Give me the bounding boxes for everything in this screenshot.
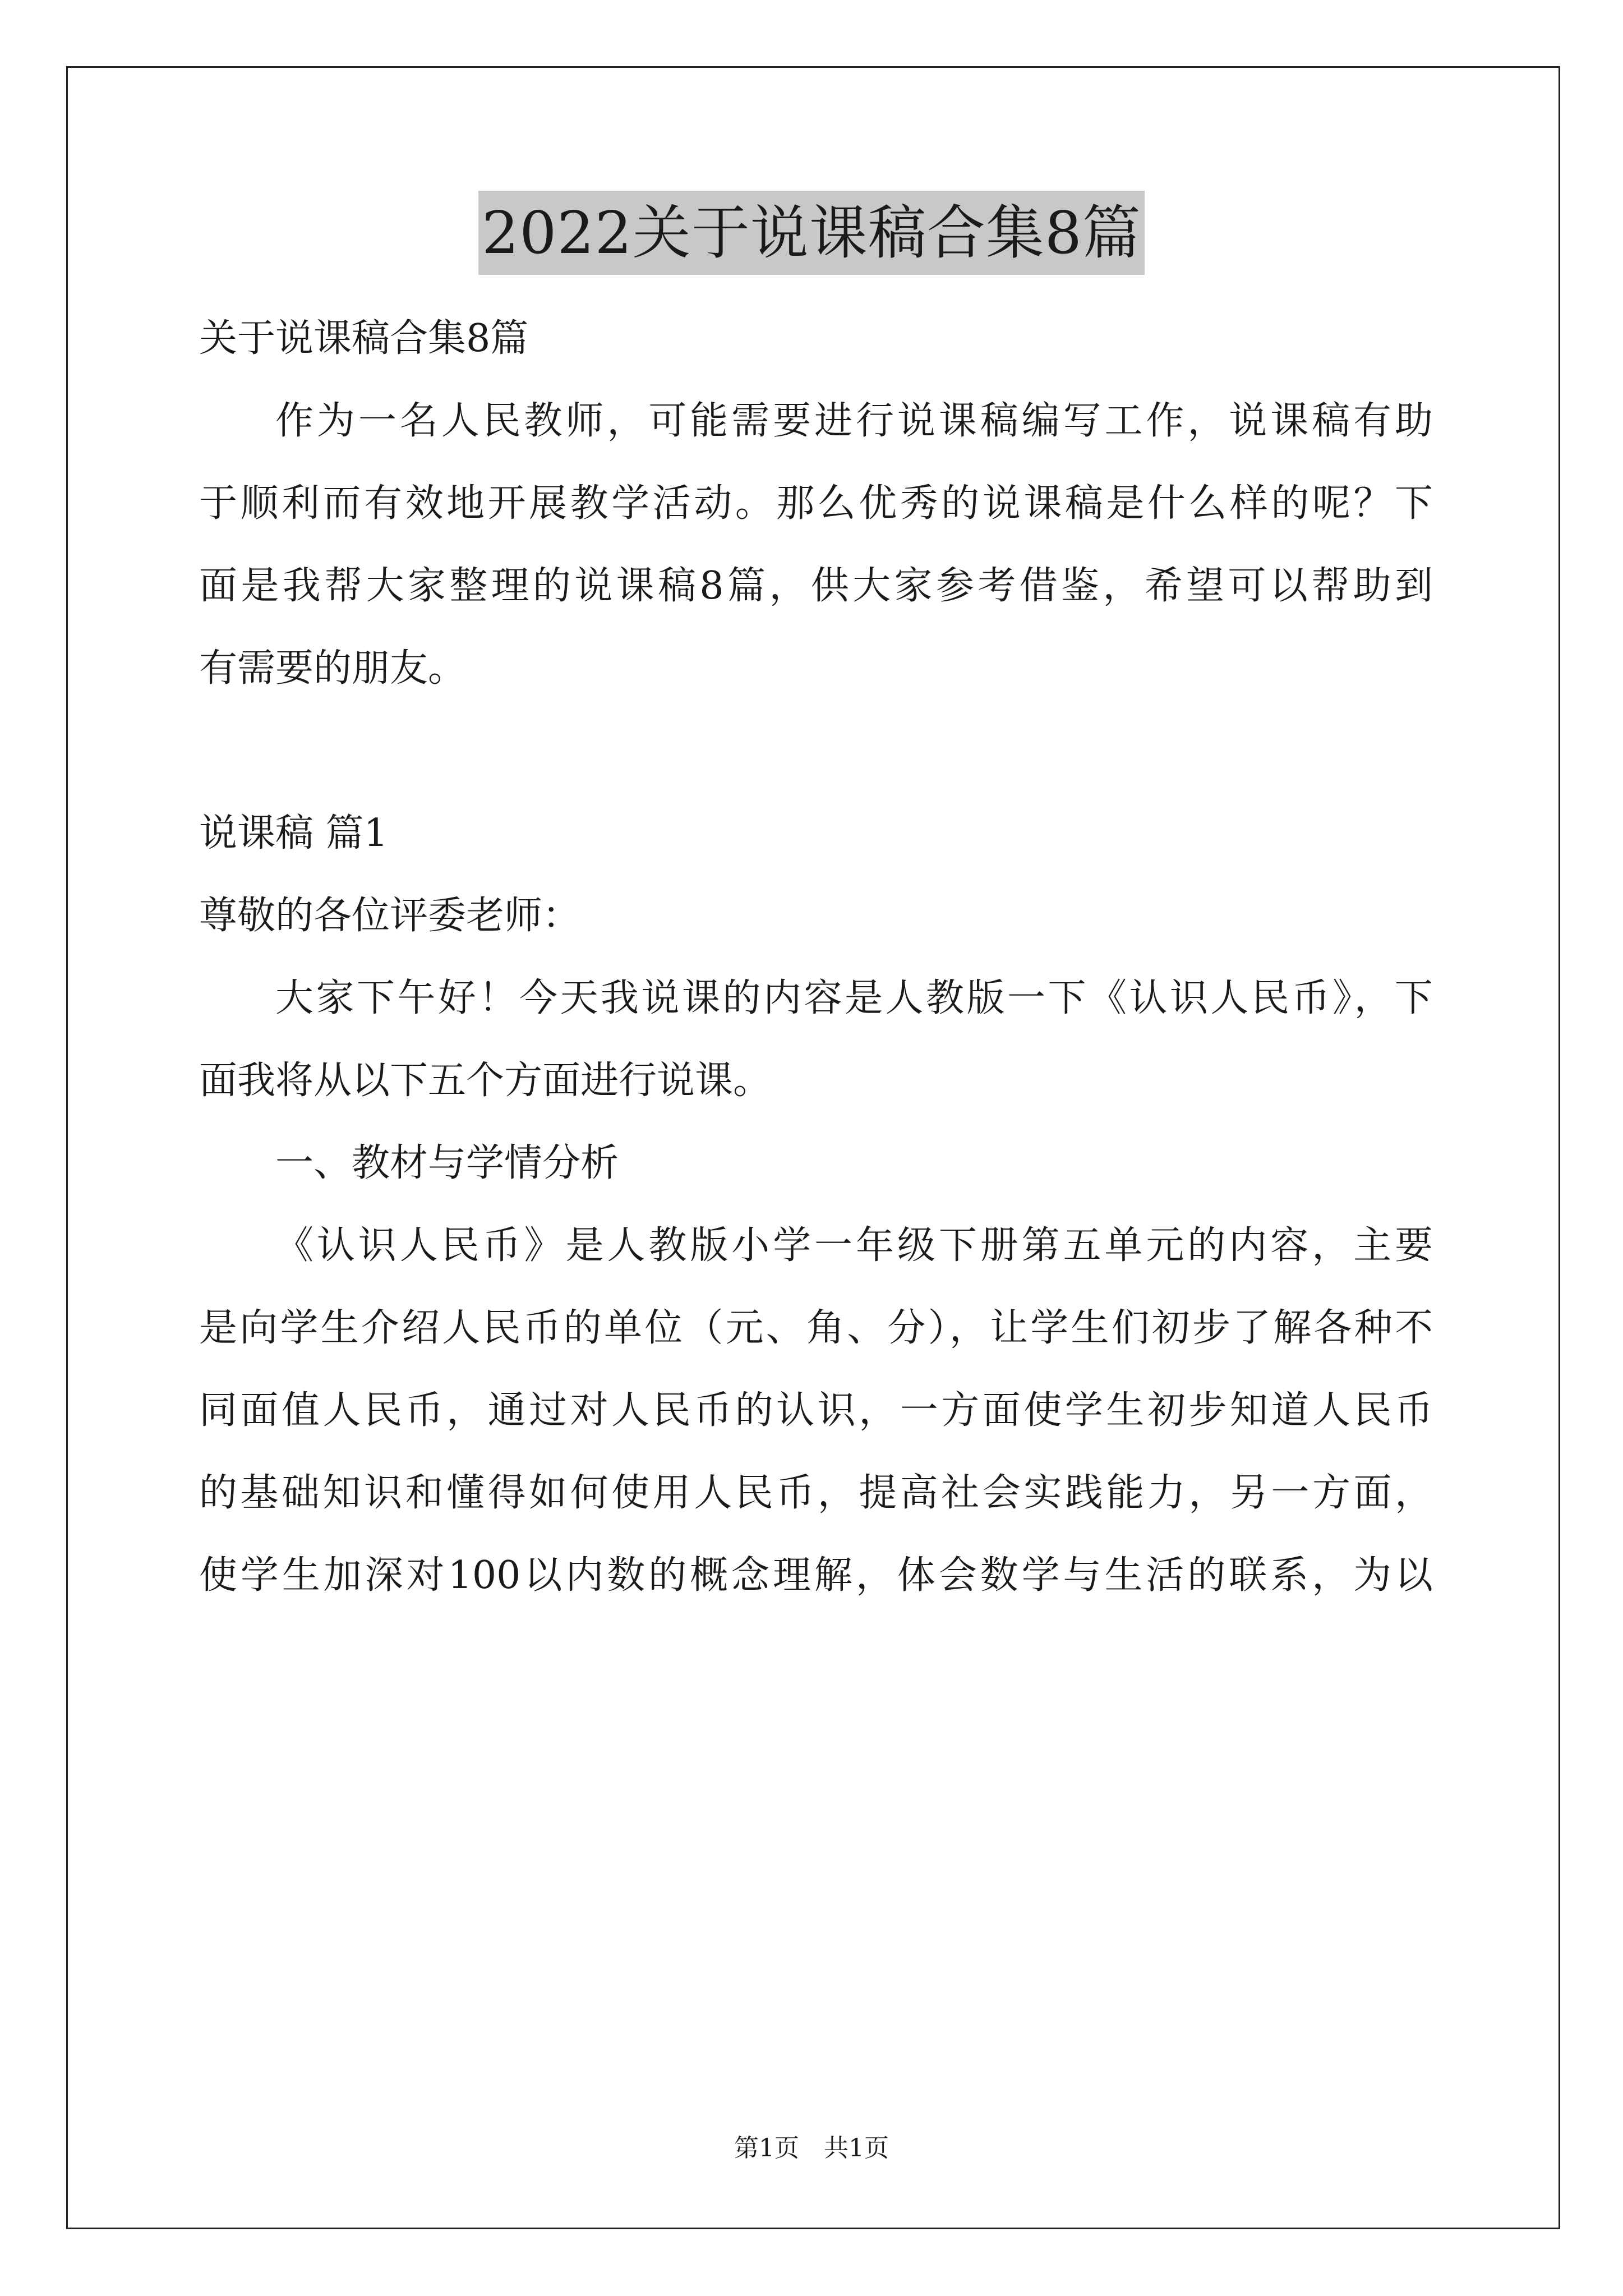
paragraph-line: 同面值人民币，通过对人民币的认识，一方面使学生初步知道人民币 [199,1388,1433,1433]
paragraph-line: 大家下午好！今天我说课的内容是人教版一下《认识人民币》，下 [275,976,1433,1020]
paragraph-line: 使学生加深对100以内数的概念理解，体会数学与生活的联系，为以 [199,1553,1433,1598]
paragraph-line: 《认识人民币》是人教版小学一年级下册第五单元的内容，主要 [275,1223,1433,1268]
title-wrap [0,191,1623,275]
section-heading: 说课稿 篇1 [199,811,388,855]
paragraph-line: 面我将从以下五个方面进行说课。 [199,1059,772,1103]
intro-line: 于顺利而有效地开展教学活动。那么优秀的说课稿是什么样的呢？下 [199,481,1433,526]
page-footer: 第1页 共1页 [734,2134,889,2162]
intro-line: 有需要的朋友。 [199,646,467,691]
paragraph-gap [199,710,1433,792]
part-heading: 一、教材与学情分析 [275,1141,619,1185]
paragraph-line: 的基础知识和懂得如何使用人民币，提高社会实践能力，另一方面， [199,1471,1433,1515]
greeting: 尊敬的各位评委老师： [199,894,581,938]
document-body [199,297,1433,1617]
subtitle: 关于说课稿合集8篇 [199,316,529,361]
paragraph-line: 是向学生介绍人民币的单位（元、角、分），让学生们初步了解各种不 [199,1306,1433,1350]
intro-line: 作为一名人民教师，可能需要进行说课稿编写工作，说课稿有助 [275,399,1433,443]
intro-line: 面是我帮大家整理的说课稿8篇，供大家参考借鉴，希望可以帮助到 [199,564,1433,608]
document-title: 2022关于说课稿合集8篇 [478,191,1145,275]
